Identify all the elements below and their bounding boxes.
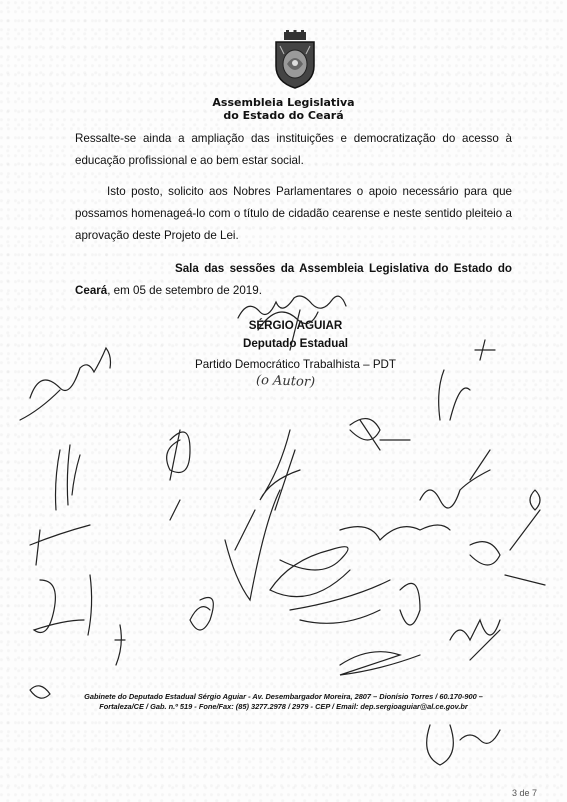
- footer-address-line2: Fortaleza/CE / Gab. n.º 519 - Fone/Fax: (85) 3277.2978 / 2979 - CEP / Email: dep.sergioaguiar@al.ce.gov.br: [99, 702, 468, 711]
- paragraph-1: Ressalte-se ainda a ampliação das instituições e democratização do acesso à educação profissional e ao bem estar social.: [75, 132, 512, 167]
- closing-bold-text: Sala das sessões da Assembleia Legislativa do Estado do Ceará: [75, 262, 512, 297]
- footer-address-line1: Gabinete do Deputado Estadual Sérgio Aguiar - Av. Desembargador Moreira, 2807 – Dionísio Torres / 60.170-900 –: [84, 692, 483, 701]
- closing-date-text: , em 05 de setembro de 2019.: [107, 284, 262, 297]
- paragraph-2: Isto posto, solicito aos Nobres Parlamentares o apoio necessário para que possamos homenageá-lo com o título de cidadão cearense e neste sentido pleiteio a aprovação deste Projeto de Lei.: [75, 185, 512, 242]
- state-coat-of-arms-icon: [270, 30, 320, 90]
- closing-paragraph: [75, 258, 512, 302]
- handwritten-note: (o Autor): [255, 372, 316, 391]
- org-name-line1: Assembleia Legislativa: [212, 96, 355, 109]
- org-name-line2: do Estado do Ceará: [223, 109, 344, 122]
- page-number: 3 de 7: [511, 788, 537, 798]
- signatory-party: Partido Democrático Trabalhista – PDT: [194, 358, 397, 371]
- organization-header: [0, 96, 567, 122]
- signatory-name: SÉRGIO AGUIAR: [248, 319, 343, 332]
- signatory-role: Deputado Estadual: [242, 337, 348, 350]
